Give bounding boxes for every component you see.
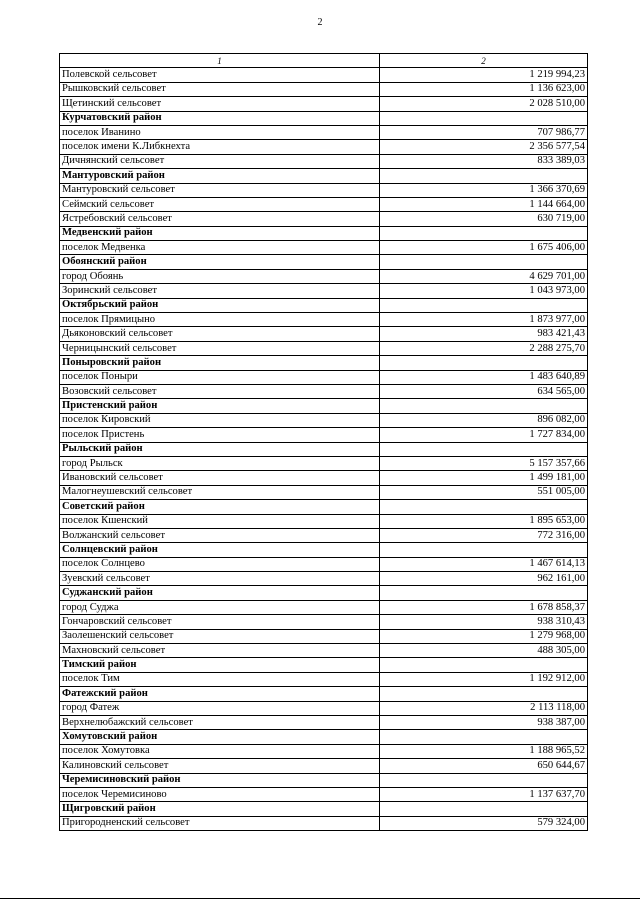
settlement-name: Полевской сельсовет [60, 68, 380, 82]
amount-value: 938 310,43 [380, 615, 588, 629]
district-name: Черемисиновский район [60, 773, 380, 787]
amount-value: 1 727 834,00 [380, 428, 588, 442]
amount-value: 2 288 275,70 [380, 341, 588, 355]
table-row [60, 514, 588, 528]
amount-value: 1 678 858,37 [380, 600, 588, 614]
column-number-2: 2 [380, 54, 588, 68]
amount-value: 4 629 701,00 [380, 269, 588, 283]
amount-value: 833 389,03 [380, 154, 588, 168]
settlement-name: город Обоянь [60, 269, 380, 283]
settlement-name: Ястребовский сельсовет [60, 212, 380, 226]
amount-value: 634 565,00 [380, 384, 588, 398]
settlement-name: Малогнеушевский сельсовет [60, 485, 380, 499]
table-row [60, 370, 588, 384]
amount-value: 1 499 181,00 [380, 471, 588, 485]
district-header-row [60, 802, 588, 816]
table-row [60, 68, 588, 82]
district-header-row [60, 298, 588, 312]
amount-value [380, 773, 588, 787]
amount-value: 650 644,67 [380, 759, 588, 773]
settlement-name: Махновский сельсовет [60, 644, 380, 658]
settlement-name: Волжанский сельсовет [60, 528, 380, 542]
amount-value [380, 730, 588, 744]
settlement-name: Зуевский сельсовет [60, 572, 380, 586]
table-row [60, 327, 588, 341]
district-header-row [60, 586, 588, 600]
amount-value: 2 113 118,00 [380, 701, 588, 715]
settlement-name: Зоринский сельсовет [60, 284, 380, 298]
table-row [60, 428, 588, 442]
table-row [60, 197, 588, 211]
settlement-name: поселок Иванино [60, 125, 380, 139]
table-row [60, 82, 588, 96]
district-header-row [60, 730, 588, 744]
district-name: Пристенский район [60, 399, 380, 413]
district-header-row [60, 399, 588, 413]
district-name: Хомутовский район [60, 730, 380, 744]
settlement-name: Верхнелюбажский сельсовет [60, 715, 380, 729]
table-row [60, 615, 588, 629]
amount-value [380, 802, 588, 816]
table-row [60, 212, 588, 226]
settlement-name: Возовский сельсовет [60, 384, 380, 398]
district-name: Фатежский район [60, 687, 380, 701]
district-name: Мантуровский район [60, 169, 380, 183]
amount-value [380, 298, 588, 312]
settlement-name: поселок Пристень [60, 428, 380, 442]
settlement-name: поселок Черемисиново [60, 787, 380, 801]
table-row [60, 787, 588, 801]
amount-value: 630 719,00 [380, 212, 588, 226]
district-header-row [60, 169, 588, 183]
settlement-name: поселок Поныри [60, 370, 380, 384]
amount-value: 1 192 912,00 [380, 672, 588, 686]
amount-value: 707 986,77 [380, 125, 588, 139]
settlement-name: поселок Прямицыно [60, 313, 380, 327]
settlement-name: поселок Кировский [60, 413, 380, 427]
amount-value [380, 500, 588, 514]
settlement-name: Пригородненский сельсовет [60, 816, 380, 830]
table-row [60, 269, 588, 283]
amount-value: 551 005,00 [380, 485, 588, 499]
district-header-row [60, 773, 588, 787]
amount-value [380, 226, 588, 240]
table-row [60, 183, 588, 197]
table-row [60, 572, 588, 586]
settlement-name: Дьяконовский сельсовет [60, 327, 380, 341]
settlement-name: Сеймский сельсовет [60, 197, 380, 211]
district-name: Поныровский район [60, 356, 380, 370]
table-row [60, 715, 588, 729]
table-row [60, 600, 588, 614]
settlement-name: поселок Кшенский [60, 514, 380, 528]
district-name: Обоянский район [60, 255, 380, 269]
settlement-name: Гончаровский сельсовет [60, 615, 380, 629]
settlement-name: город Суджа [60, 600, 380, 614]
amount-value: 2 356 577,54 [380, 140, 588, 154]
district-header-row [60, 356, 588, 370]
table-row [60, 644, 588, 658]
table-row [60, 744, 588, 758]
amount-value [380, 255, 588, 269]
table-row [60, 456, 588, 470]
table-row [60, 154, 588, 168]
table-row [60, 97, 588, 111]
settlement-name: город Фатеж [60, 701, 380, 715]
district-header-row [60, 500, 588, 514]
table-row [60, 759, 588, 773]
settlement-name: Мантуровский сельсовет [60, 183, 380, 197]
settlement-name: Дичнянский сельсовет [60, 154, 380, 168]
amount-value [380, 658, 588, 672]
amount-value [380, 356, 588, 370]
table-row [60, 528, 588, 542]
settlement-name: Рышковский сельсовет [60, 82, 380, 96]
amount-value: 1 675 406,00 [380, 241, 588, 255]
amount-value: 1 366 370,69 [380, 183, 588, 197]
district-name: Курчатовский район [60, 111, 380, 125]
district-name: Солнцевский район [60, 543, 380, 557]
table-row [60, 384, 588, 398]
amount-value: 896 082,00 [380, 413, 588, 427]
allocation-table [59, 53, 588, 831]
settlement-name: поселок Хомутовка [60, 744, 380, 758]
column-number-1: 1 [60, 54, 380, 68]
settlement-name: поселок имени К.Либкнехта [60, 140, 380, 154]
table-row [60, 413, 588, 427]
amount-value: 1 895 653,00 [380, 514, 588, 528]
district-header-row [60, 658, 588, 672]
amount-value: 1 873 977,00 [380, 313, 588, 327]
table-row [60, 241, 588, 255]
amount-value: 488 305,00 [380, 644, 588, 658]
table-row [60, 672, 588, 686]
amount-value [380, 442, 588, 456]
table-row [60, 701, 588, 715]
amount-value [380, 399, 588, 413]
amount-value: 2 028 510,00 [380, 97, 588, 111]
settlement-name: поселок Медвенка [60, 241, 380, 255]
table-row [60, 471, 588, 485]
district-name: Советский район [60, 500, 380, 514]
settlement-name: Черницынский сельсовет [60, 341, 380, 355]
settlement-name: город Рыльск [60, 456, 380, 470]
amount-value: 938 387,00 [380, 715, 588, 729]
table-row [60, 816, 588, 830]
table-row [60, 284, 588, 298]
district-header-row [60, 111, 588, 125]
table-row [60, 313, 588, 327]
district-name: Октябрьский район [60, 298, 380, 312]
table-row [60, 140, 588, 154]
amount-value: 962 161,00 [380, 572, 588, 586]
district-header-row [60, 543, 588, 557]
amount-value [380, 111, 588, 125]
settlement-name: Заолешенский сельсовет [60, 629, 380, 643]
district-name: Рыльский район [60, 442, 380, 456]
settlement-name: поселок Солнцево [60, 557, 380, 571]
amount-value: 1 136 623,00 [380, 82, 588, 96]
amount-value: 1 219 994,23 [380, 68, 588, 82]
district-header-row [60, 255, 588, 269]
district-header-row [60, 687, 588, 701]
amount-value [380, 543, 588, 557]
column-number-row [60, 54, 588, 68]
table-row [60, 125, 588, 139]
district-header-row [60, 442, 588, 456]
settlement-name: поселок Тим [60, 672, 380, 686]
district-header-row [60, 226, 588, 240]
amount-value: 1 137 637,70 [380, 787, 588, 801]
amount-value: 772 316,00 [380, 528, 588, 542]
district-name: Суджанский район [60, 586, 380, 600]
district-name: Медвенский район [60, 226, 380, 240]
amount-value: 1 043 973,00 [380, 284, 588, 298]
amount-value: 1 279 968,00 [380, 629, 588, 643]
amount-value: 1 144 664,00 [380, 197, 588, 211]
district-name: Щигровский район [60, 802, 380, 816]
table-row [60, 629, 588, 643]
settlement-name: Ивановский сельсовет [60, 471, 380, 485]
table-body [60, 68, 588, 831]
settlement-name: Калиновский сельсовет [60, 759, 380, 773]
table-row [60, 557, 588, 571]
amount-value: 579 324,00 [380, 816, 588, 830]
settlement-name: Щетинский сельсовет [60, 97, 380, 111]
table-row [60, 341, 588, 355]
page-number: 2 [317, 17, 323, 28]
table-row [60, 485, 588, 499]
amount-value: 983 421,43 [380, 327, 588, 341]
amount-value: 5 157 357,66 [380, 456, 588, 470]
amount-value [380, 687, 588, 701]
amount-value: 1 467 614,13 [380, 557, 588, 571]
amount-value [380, 586, 588, 600]
district-name: Тимский район [60, 658, 380, 672]
amount-value: 1 188 965,52 [380, 744, 588, 758]
amount-value [380, 169, 588, 183]
amount-value: 1 483 640,89 [380, 370, 588, 384]
bottom-rule [0, 898, 640, 899]
